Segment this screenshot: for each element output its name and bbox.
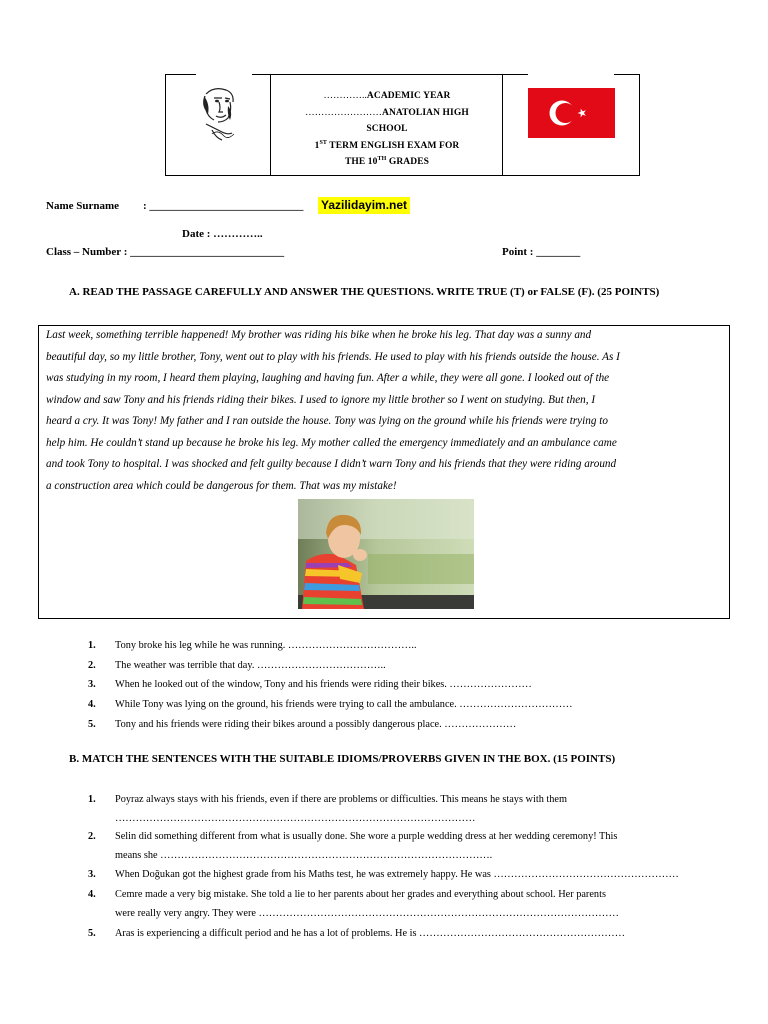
crescent-star-icon bbox=[528, 88, 615, 138]
ataturk-portrait-icon bbox=[192, 84, 252, 144]
header-line-term: 1ST TERM ENGLISH EXAM FOR bbox=[314, 139, 460, 151]
date-field[interactable]: Date : ………….. bbox=[182, 228, 263, 240]
boy-at-window-photo bbox=[298, 499, 474, 609]
name-surname-field[interactable]: : ____________________________ bbox=[143, 200, 304, 212]
header-line-school-2: SCHOOL bbox=[366, 124, 408, 134]
passage-line: was studying in my room, I heard them playing, laughing and having fun. After a while, they were all gone. I looked out of the bbox=[46, 372, 610, 384]
passage-line: a construction area which could be dangerous for them. That was my mistake! bbox=[46, 479, 397, 492]
passage-line: help him. He couldn’t stand up because he broke his leg. My mother called the emergency immediately and an ambulance came bbox=[46, 436, 617, 449]
header-line-school: ……………………ANATOLIAN HIGH bbox=[305, 107, 469, 118]
name-surname-label: Name Surname bbox=[46, 200, 120, 212]
passage-line: Last week, something terrible happened! My brother was riding his bike when he broke his leg. That day was a sunny and bbox=[46, 329, 592, 341]
header-divider-right bbox=[502, 74, 503, 176]
passage-line: and took Tony to hospital. I was shocked and felt guilty because I didn’t warn Tony and his friends that they were riding around bbox=[46, 458, 617, 470]
passage-line: beautiful day, so my little brother, Tony, went out to play with his friends. He used to play with his friends outside the house. As I bbox=[46, 350, 620, 363]
brand-label: Yazilidayim.net bbox=[318, 197, 410, 214]
header-divider-left bbox=[270, 74, 271, 176]
section-a-title: A. READ THE PASSAGE CAREFULLY AND ANSWER THE QUESTIONS. WRITE TRUE (T) or FALSE (F). (25 POINTS) bbox=[69, 286, 660, 298]
point-field[interactable]: Point : ________ bbox=[502, 246, 581, 258]
exam-header-text bbox=[272, 88, 502, 171]
header-line-grades: THE 10TH GRADES bbox=[344, 155, 430, 167]
reading-passage bbox=[46, 325, 726, 497]
section-b-title: B. MATCH THE SENTENCES WITH THE SUITABLE IDIOMS/PROVERBS GIVEN IN THE BOX. (15 POINTS) bbox=[69, 753, 616, 765]
header-line-academic-year: …………..ACADEMIC YEAR bbox=[323, 91, 451, 101]
passage-line: heard a cry. It was Tony! My father and I ran outside the house. Tony was lying on the ground while his friends were trying to bbox=[46, 415, 608, 427]
passage-line: window and saw Tony and his friends riding their bikes. I used to ignore my little brother so I went on studying. But then, I bbox=[46, 393, 596, 406]
class-number-field[interactable]: Class – Number : ____________________________ bbox=[46, 246, 285, 258]
turkish-flag bbox=[528, 88, 615, 138]
